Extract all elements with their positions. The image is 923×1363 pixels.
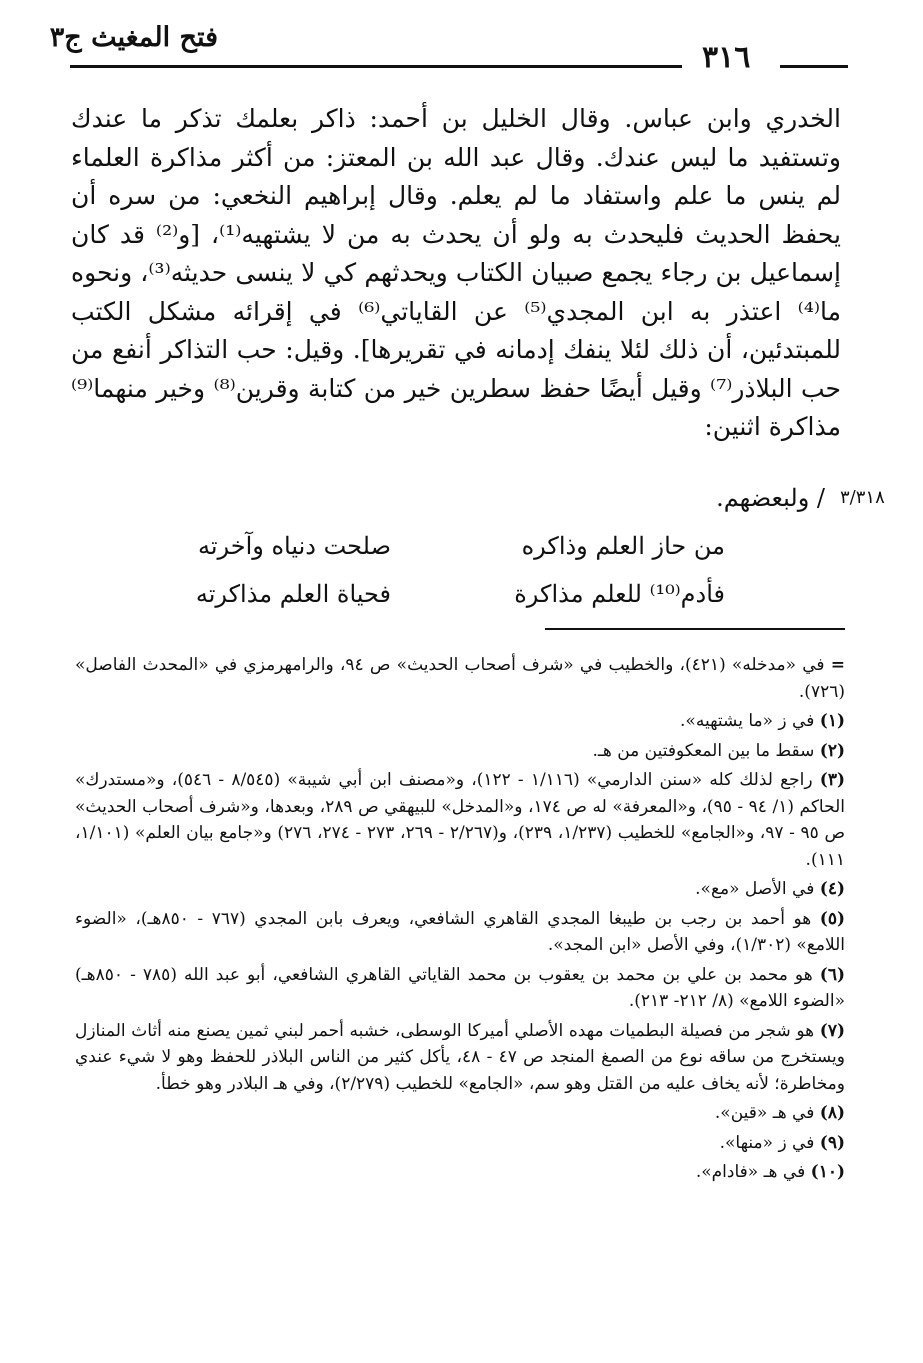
running-title: فتح المغيث ج٣ [49, 22, 218, 53]
page-number-dash [780, 65, 848, 68]
footnote [75, 708, 845, 735]
footnote-text: في هـ «فادام». [695, 1162, 806, 1182]
footnote-number: (١٠) [810, 1162, 845, 1182]
main-text [71, 100, 841, 447]
footnote-number: (٣) [819, 770, 845, 790]
footnote-text: هو شجر من فصيلة البطميات مهده الأصلي أميركا الوسطى، خشبه أحمر لبني ثمين يصنع منه أثاث المنازل ويستخرج من ساقه نوع من الصمغ المنجد ص ٤٧ - ٤٨، يأكل كثير من الناس البلاذر للحفظ وهو لا شيء عندي ومخاطرة؛ لأنه يخاف عليه من القتل وهو سم، «الجامع» للخطيب (٢/٢٧٩)، وفي هـ البلادر وهو خطأ. [75, 1020, 846, 1094]
footnote [75, 962, 845, 1015]
footnote-number: (٥) [819, 908, 846, 929]
page-number: ٣١٦ [702, 40, 751, 75]
footnote-text: راجع لذلك كله «سنن الدارمي» (١/١١٦ - ١٢٢)، و«مصنف ابن أبي شيبة» (٨/٥٤٥ - ٥٤٦)، و«مستدرك» الحاكم (١/ ٩٤ - ٩٥)، و«المعرفة» له ص ١٧٤، و«المدخل» للبيهقي ص ٢٨٩، وبعدها، و«شرف أصحاب الحديث» ص ٩٥ - ٩٧، و«الجامع» للخطيب (١/٢٣٧، ٢٣٩)، و(٢/٢٦٧ - ٢٦٩، ٢٧٣ - ٢٧٤، ٢٧٦) و«جامع بيان العلم» (١/١٠١، ١١١). [75, 770, 845, 870]
verse-2-second-hemistich: فحياة العلم مذاكرته [195, 580, 391, 608]
footnote [75, 1130, 845, 1157]
footnote-text: هو أحمد بن رجب بن طيبغا المجدي القاهري الشافعي، ويعرف بابن المجدي (٧٦٧ - ٨٥٠هـ)، «الضوء اللامع» (١/٣٠٢)، وفي الأصل «ابن المجد». [75, 908, 845, 955]
footnote [75, 1159, 845, 1186]
footnote-text: هو محمد بن علي بن محمد بن يعقوب بن محمد القاياتي القاهري الشافعي، أبو عبد الله (٧٨٥ - ٨٥٠هـ) «الضوء اللامع» (٨/ ٢١٢- ٢١٣). [75, 964, 845, 1011]
footnote [75, 767, 845, 873]
footnote [75, 1018, 845, 1098]
footnote [75, 1100, 845, 1127]
footnote-number: (٤) [819, 879, 845, 899]
footnote [75, 738, 845, 765]
footnotes [75, 652, 845, 1189]
footnote-number: (٩) [819, 1132, 845, 1153]
verse-1-second-hemistich: صلحت دنياه وآخرته [197, 532, 391, 560]
footnote-number: (٧) [819, 1020, 845, 1041]
footnote-text: في «مدخله» (٤٢١)، والخطيب في «شرف أصحاب الحديث» ص ٩٤، والرامهرمزي في «المحدث الفاصل» (٧٢٦). [75, 655, 845, 702]
footnote-number: = [830, 655, 845, 675]
footnote-text: في ز «ما يشتهيه». [680, 711, 815, 731]
footnote-text: في الأصل «مع». [695, 879, 815, 899]
main-paragraph: الخدري وابن عباس. وقال الخليل بن أحمد: ذاكر بعلمك تذكر ما عندك وتستفيد ما ليس عندك. وقال عبد الله بن المعتز: من أكثر مذاكرة العلماء لم ينس ما علم واستفاد ما لم يعلم. وقال إبراهيم النخعي: من سره أن يحفظ الحديث فليحدث به ولو أن يحدث به من لا يشتهيه⁽¹⁾، [و⁽²⁾ قد كان إسماعيل بن رجاء يجمع صبيان الكتاب ويحدثهم كي لا ينسى حديثه⁽³⁾، ونحوه ما⁽⁴⁾ اعتذر به ابن المجدي⁽⁵⁾ عن القاياتي⁽⁶⁾ في إقرائه مشكل الكتب للمبتدئين، أن ذلك لئلا ينفك إدمانه في تقريرها]. وقيل: حب التذاكر أنفع من حب البلاذر⁽⁷⁾ وقيل أيضًا حفظ سطرين خير من كتابة وقرين⁽⁸⁾ وخير منهما⁽⁹⁾ مذاكرة اثنين: [71, 104, 842, 441]
footnote [75, 652, 845, 705]
footnote-separator [545, 628, 845, 630]
margin-reference: ٣/٣١٨ [840, 487, 885, 508]
attribution-line: / ولبعضهم. [716, 484, 825, 512]
footnote-text: في هـ «قين». [714, 1103, 815, 1123]
footnote-number: (١) [819, 711, 845, 731]
footnote-number: (٦) [819, 964, 845, 985]
footnote [75, 906, 845, 959]
footnote-number: (٨) [819, 1103, 845, 1123]
header-rule [70, 65, 682, 68]
verse-2-first-hemistich: فأدم⁽¹⁰⁾ للعلم مذاكرة [514, 580, 725, 608]
footnote [75, 876, 845, 903]
footnote-text: سقط ما بين المعكوفتين من هـ. [592, 740, 815, 761]
footnote-number: (٢) [819, 740, 845, 761]
verse-1-first-hemistich: من حاز العلم وذاكره [521, 532, 725, 560]
footnote-text: في ز «منها». [719, 1132, 815, 1153]
